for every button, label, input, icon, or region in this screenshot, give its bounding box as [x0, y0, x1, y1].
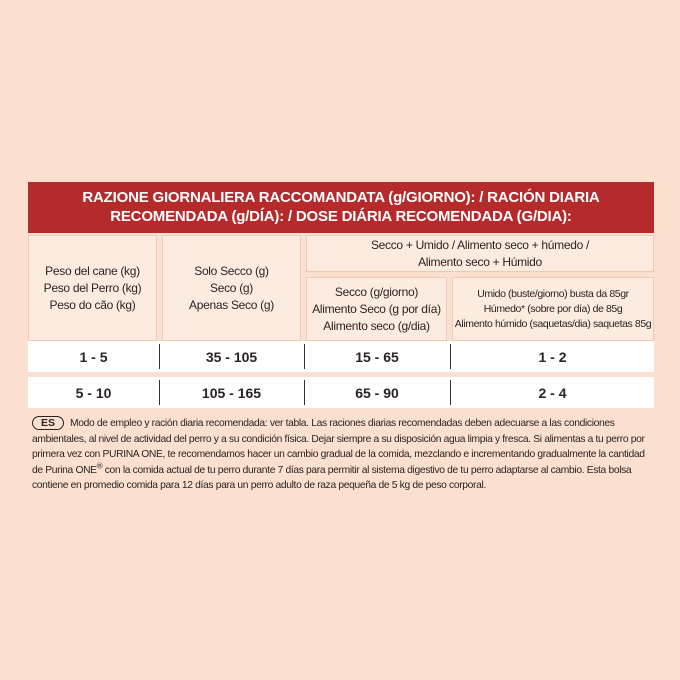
- table-title-banner: [28, 182, 654, 233]
- cell-weight: 1 - 5: [79, 348, 108, 365]
- instructions-paragraph: [32, 416, 650, 494]
- header-dry-only: [162, 235, 301, 341]
- header-text: Umido (buste/giorno) busta da 85gr: [477, 287, 629, 300]
- cell-mixed-dry: 15 - 65: [355, 348, 399, 365]
- cell-dry: 105 - 165: [201, 384, 262, 401]
- header-text: Seco (g): [210, 280, 253, 295]
- table-row: [28, 377, 654, 408]
- header-mixed-dry: [306, 277, 447, 341]
- cell-mixed-wet: 1 - 2: [538, 348, 567, 365]
- title-line-2: RECOMENDADA (g/DÍA): / DOSE DIÁRIA RECOMENDADA (G/DIA):: [110, 208, 572, 225]
- instructions-text: [32, 416, 650, 494]
- header-text: Peso do cão (kg): [49, 297, 136, 312]
- table-header: [28, 235, 654, 341]
- header-text: Secco (g/giorno): [334, 284, 419, 299]
- header-text: Solo Secco (g): [194, 263, 269, 278]
- header-dog-weight: [28, 235, 157, 341]
- header-mixed-feeding: [306, 235, 654, 272]
- cell-mixed-wet: 2 - 4: [538, 384, 567, 401]
- header-text: Alimento húmido (saquetas/dia) saquetas 85g: [454, 317, 652, 330]
- header-text: Apenas Seco (g): [189, 297, 274, 312]
- registered-mark: ®: [96, 461, 103, 471]
- header-text: Peso del Perro (kg): [43, 280, 142, 295]
- header-text: Alimento seco + Húmido: [418, 254, 542, 269]
- feeding-table: [28, 182, 654, 341]
- cell-weight: 5 - 10: [75, 384, 112, 401]
- header-text: Peso del cane (kg): [45, 263, 140, 278]
- language-badge-es: ES: [32, 416, 64, 430]
- header-text: Alimento seco (g/dia): [323, 318, 430, 333]
- title-line-1: RAZIONE GIORNALIERA RACCOMANDATA (g/GIORNO): / RACIÓN DIARIA: [82, 189, 600, 206]
- instructions-text-part-2: con la comida actual de tu perro durante 7 días para permitir al sistema digestivo de tu perro adaptarse al cambio. Esta bolsa contiene en promedio comida para 12 días para un perro adulto de raza pequeña de 5 kg de peso corporal.: [32, 464, 632, 492]
- header-text: Húmedo* (sobre por día) de 85g: [483, 302, 623, 315]
- header-text: Secco + Umido / Alimento seco + húmedo /: [370, 237, 590, 252]
- instructions-text-part-1: Modo de empleo y ración diaria recomendada: ver tabla. Las raciones diarias recomendadas deben adecuarse a las condiciones ambientales, al nivel de actividad del perro y a su condición física. Dejar siempre a su disposición agua limpia y fresca. Si alimentas a tu perro por primera vez con PURINA ONE, te recomendamos hacer un cambio gradual de la comida, mezclando e incrementando gradualmente la cantidad de Purina ONE: [32, 418, 645, 476]
- header-text: Alimento Seco (g por día): [312, 301, 441, 316]
- cell-dry: 35 - 105: [205, 348, 258, 365]
- header-mixed-wet: [452, 277, 654, 341]
- table-row: [28, 341, 654, 372]
- cell-mixed-dry: 65 - 90: [355, 384, 399, 401]
